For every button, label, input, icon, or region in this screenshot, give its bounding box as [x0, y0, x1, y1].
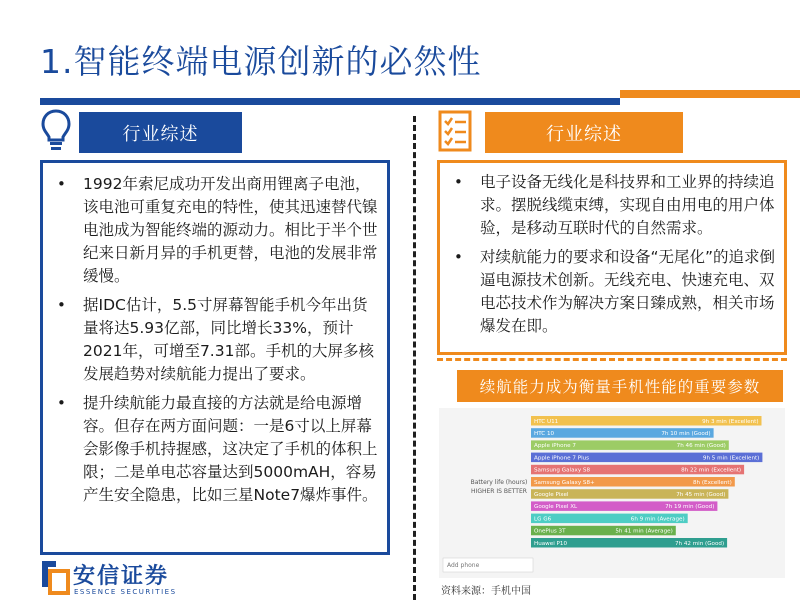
bar-value-7: 7h 45 min (Good) [676, 492, 726, 498]
chart-ylabel-sub: HIGHER IS BETTER [471, 488, 527, 495]
right-bullet-1: • 电子设备无线化是科技界和工业界的持续追求。摆脱线缆束缚，实现自由用电的用户体验，是移动互联时代的自然需求。 [444, 171, 778, 240]
chart-source: 资料来源：手机中国 [441, 586, 531, 597]
right-bullet-2: • 对续航能力的要求和设备“无尾化”的追求倒逼电源技术创新。无线充电、快速充电、双电芯技术作为解决方案日臻成熟，相关市场爆发在即。 [444, 246, 778, 338]
left-content-box [40, 160, 390, 555]
bar-value-1: 9h 3 min (Excellent) [702, 418, 759, 425]
bar-value-9: 6h 9 min (Average) [630, 516, 685, 523]
bar-name-5: Samsung Galaxy S8 [534, 467, 591, 474]
bar-name-6: Samsung Galaxy S8+ [534, 479, 595, 486]
chart-ylabel: Battery life (hours) [470, 479, 528, 486]
bar-name-1: HTC U11 [534, 418, 559, 425]
right-section-divider [437, 358, 787, 361]
bar-value-11: 7h 42 min (Good) [674, 540, 725, 547]
logo-subtitle: ESSENCE SECURITIES [74, 588, 177, 596]
bar-value-6: 8h (Excellent) [692, 479, 732, 486]
bar-value-4: 9h 5 min (Excellent) [702, 455, 760, 462]
left-bullet-3: • 提升续航能力最直接的方法就是给电源增容。但存在两方面问题：一是6寸以上屏幕会影像手机持握感，这决定了手机的体积上限；二是单电芯容量达到5000mAH，容易产生安全隐患，比如三星Note7爆炸事件。 [47, 392, 381, 507]
page-title: 1.智能终端电源创新的必然性 [40, 42, 482, 81]
bar-name-9: LG G6 [534, 516, 552, 523]
left-bullet-1: • 1992年索尼成功开发出商用锂离子电池，该电池可重复充电的特性，使其迅速替代镍电池成为智能终端的源动力。相比于半个世纪来日新月异的手机更替，电池的发展非常缓慢。 [47, 173, 381, 288]
chart-bars [531, 416, 762, 548]
chart-panel [439, 408, 785, 578]
bar-name-2: HTC 10 [534, 431, 555, 437]
title-underline-blue [40, 98, 620, 105]
battery-life-chart [439, 408, 785, 578]
right-content-box [437, 160, 787, 355]
bar-value-8: 7h 19 min (Good) [665, 504, 715, 511]
bar-name-8: Google Pixel XL [534, 504, 578, 511]
logo-name: 安信证券 [73, 564, 170, 589]
bar-value-5: 8h 22 min (Excellent) [681, 467, 742, 474]
right-bullet-list [444, 171, 778, 344]
right-section-header: 行业综述 [485, 112, 683, 153]
title-underline-orange [620, 90, 800, 98]
column-divider [413, 116, 416, 600]
bar-name-4: Apple iPhone 7 Plus [534, 455, 590, 462]
bar-name-3: Apple iPhone 7 [534, 443, 576, 450]
logo-mark-icon [38, 557, 72, 597]
bar-name-7: Google Pixel [534, 492, 569, 498]
chart-title: 续航能力成为衡量手机性能的重要参数 [457, 370, 783, 402]
bar-value-10: 5h 41 min (Average) [615, 528, 673, 535]
company-logo [38, 555, 228, 600]
left-bullet-list [47, 173, 381, 513]
bar-name-10: OnePlus 3T [534, 528, 566, 535]
battery-chart-section [437, 364, 787, 600]
bar-value-3: 7h 46 min (Good) [676, 443, 726, 450]
lightbulb-icon [40, 108, 72, 152]
left-section-header: 行业综述 [79, 112, 242, 153]
bar-name-11: Huawei P10 [534, 540, 568, 547]
checklist-icon [438, 110, 472, 152]
bar-value-2: 7h 10 min (Good) [661, 431, 711, 437]
left-bullet-2: • 据IDC估计，5.5寸屏幕智能手机今年出货量将达5.93亿部，同比增长33%，预计2021年，可增至7.31部。手机的大屏多核发展趋势对续航能力提出了要求。 [47, 294, 381, 386]
add-phone-label: Add phone [447, 562, 480, 569]
